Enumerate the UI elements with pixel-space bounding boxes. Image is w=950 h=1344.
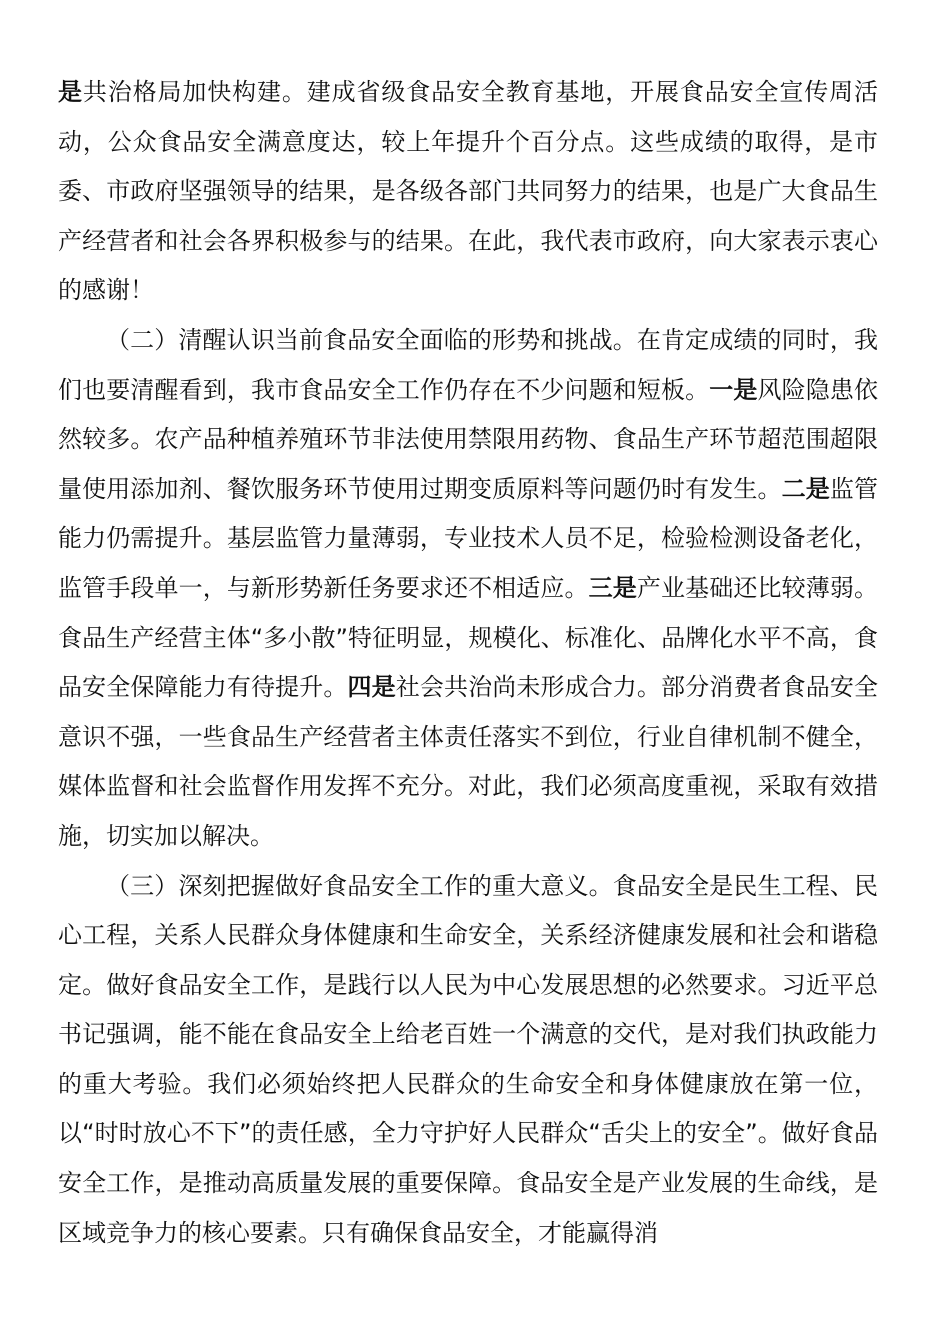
paragraph-challenges [58, 316, 878, 862]
bold-lead-one: 一是 [709, 375, 758, 404]
document-body [58, 68, 878, 1258]
paragraph-text: （二）清醒认识当前食品安全面临的形势和挑战。在肯定成绩的同时，我们也要清醒看到，我市食品安全工作仍存在不少问题和短板。 [58, 325, 878, 404]
bold-lead-shi: 是 [58, 78, 83, 106]
paragraph-text: 风险隐患依然较多。农产品种植养殖环节非法使用禁限用药物、食品生产环节超范围超限量使用添加剂、餐饮服务环节使用过期变质原料等问题仍时有发生。 [58, 375, 879, 503]
paragraph-significance [58, 862, 878, 1259]
paragraph-text: （三）深刻把握做好食品安全工作的重大意义。食品安全是民生工程、民心工程，关系人民群众身体健康和生命安全，关系经济健康发展和社会和谐稳定。做好食品安全工作，是践行以人民为中心发展思想的必然要求。习近平总书记强调，能不能在食品安全上给老百姓一个满意的交代，是对我们执政能力的重大考验。我们必须始终把人民群众的生命安全和身体健康放在第一位，以“时时放心不下”的责任感，全力守护好人民群众“舌尖上的安全”。做好食品安全工作，是推动高质量发展的重要保障。食品安全是产业发展的生命线，是区域竞争力的核心要素。只有确保食品安全，才能赢得消 [58, 871, 878, 1247]
bold-lead-four: 四是 [347, 673, 396, 702]
bold-lead-two: 二是 [781, 474, 830, 503]
paragraph-text: 共治格局加快构建。建成省级食品安全教育基地，开展食品安全宣传周活动，公众食品安全满意度达，较上年提升个百分点。这些成绩的取得，是市委、市政府坚强领导的结果，是各级各部门共同努力的结果，也是广大食品生产经营者和社会各界积极参与的结果。在此，我代表市政府，向大家表示衷心的感谢！ [58, 78, 878, 305]
paragraph-text: 监管能力仍需提升。基层监管力量薄弱，专业技术人员不足，检验检测设备老化，监管手段单一，与新形势新任务要求还不相适应。 [58, 474, 879, 602]
paragraph-text: 社会共治尚未形成合力。部分消费者食品安全意识不强，一些食品生产经营者主体责任落实不到位，行业自律机制不健全，媒体监督和社会监督作用发挥不充分。对此，我们必须高度重视，采取有效措施，切实加以解决。 [58, 673, 879, 850]
bold-lead-three: 三是 [588, 573, 637, 602]
paragraph-public-governance [58, 68, 878, 316]
paragraph-text: 产业基础还比较薄弱。食品生产经营主体“多小散”特征明显，规模化、标准化、品牌化水平不高，食品安全保障能力有待提升。 [58, 573, 879, 702]
